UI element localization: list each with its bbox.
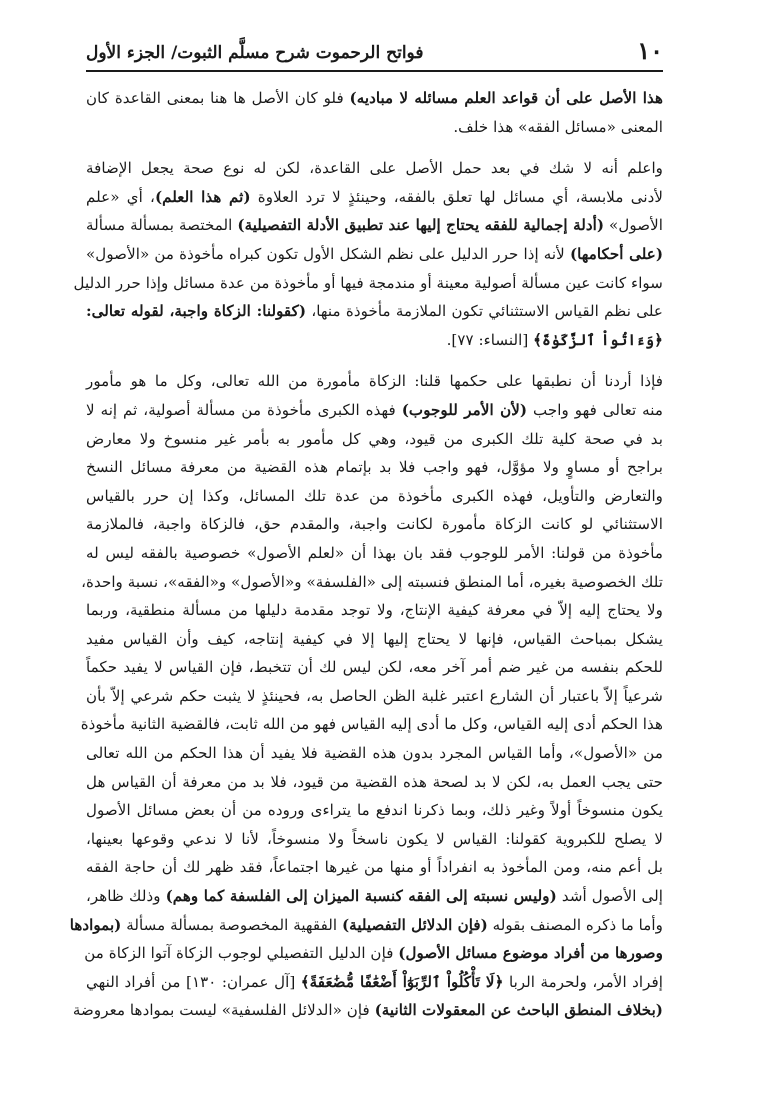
text-line: براجح أو مساوٍ ولا مؤوَّل، فهو واجب فلا بد بإتمام هذه القضية من معرفة مسائل النسخ (86, 458, 663, 477)
text-line: (بخلاف المنطق الباحث عن المعقولات الثانية) فإن «الدلائل الفلسفية» ليست بموادها معروضة (72, 1001, 663, 1020)
text-line: شرعياً إلاّ باعتبار أن الشارع اعتبر غلبة الظن الحاصل به، فحينئذٍ لا يثبت حكم شرعي إلاّ بأن (86, 686, 663, 705)
body-text (69, 84, 664, 1025)
page-number: ١٠ (637, 36, 663, 65)
text-line: وأما ما ذكره المصنف بقوله (فإن الدلائل التفصيلية) الفقهية المخصوصة بمسألة مسألة (بموادها (69, 915, 663, 934)
text-line: من «الأصول»، وأما القياس المجرد بدون هذه القضية فلا يفيد أن هذا الحكم من الله تعالى (86, 744, 663, 763)
text-line: يشكل بمباحث القياس، فإنها لا يحتاج إليها إلا في كيفية إنتاجه، كيف وأن القياس مفيد (86, 629, 663, 648)
text-line: بل أعم منه، ومن المأخوذ به انفراداً أو منها من غيرها اجتماعاً، فقد ظهر لك أن حاجة الفقه (86, 858, 663, 877)
text-line: منه تعالى فهو واجب (لأن الأمر للوجوب) فهذه الكبرى مأخوذة من مسألة أصولية، ثم إنه لا (86, 400, 663, 419)
text-line: مأخوذة من قولنا: الأمر للوجوب فقد بان بهذا أن «لعلم الأصول» خصوصية بالفقه ليس له (86, 543, 663, 562)
text-line: ﴿وَءَاتُواْ ٱلزَّكَوٰةَ﴾ [النساء: ٧٧]. (446, 330, 663, 349)
paragraph-gap (86, 141, 663, 154)
text-line: للحكم بنفسه من غير ضم أمر آخر معه، لكن ليس لك أن تتخبط، فإن القياس لا يفيد حكماً (86, 658, 663, 677)
text-line: الأصول» (أدلة إجمالية للفقه يحتاج إليها عند تطبيق الأدلة التفصيلية) المختصة بمسألة مسألة (86, 216, 664, 235)
text-line: هذا الحكم أدى إليه القياس، وكل ما أدى إليه القياس فهو من الله ثابت، فالقضية الثانية مأخوذة (80, 715, 663, 734)
text-line: بد في صحة كلية تلك الكبرى من قيود، وهي كل مأمور به بأمر غير منسوخ ولا معارض (86, 429, 663, 448)
text-line: تلك الخصوصية بغيره، أما المنطق فنسبته إلى «الفلسفة» و«الأصول» و«الفقه»، نسبة واحدة، (81, 572, 663, 591)
running-title: فواتح الرحموت شرح مسلَّم الثبوت/ الجزء الأول (86, 43, 424, 63)
text-line: الاستثنائي لو كانت الزكاة مأمورة لكانت واجبة، والمقدم حق، فالزكاة واجبة، فالملازمة (86, 515, 663, 534)
text-line: حتى يجب العمل به، لكن لا بد لصحة هذه القضية من قيود، فلا بد من معرفة أن القياس هل (86, 772, 663, 791)
page-header (86, 34, 663, 72)
text-line: إفراد الأمر، ولحرمة الربا ﴿لَا تَأْكُلُواْ ٱلرِّبَوٰٓاْ أَضْعَٰفًا مُّضَٰعَفَةً﴾ [آل عمران: ١٣٠] من أفراد النهي (86, 972, 663, 991)
text-line: المعنى «مسائل الفقه» هذا خلف. (453, 117, 663, 136)
text-line: (على أحكامها) لأنه إذا حرر الدليل على نظم الشكل الأول تكون كبراه مأخوذة من «الأصول» (86, 244, 664, 263)
text-line: هذا الأصل على أن قواعد العلم مسائله لا مباديه) فلو كان الأصل ها هنا بمعنى القاعدة كان (86, 89, 663, 107)
text-line: وصورها من أفراد موضوع مسائل الأصول) فإن الدليل التفصيلي لوجوب الزكاة آتوا الزكاة من (84, 944, 663, 963)
paragraph-gap (86, 354, 663, 367)
text-line: سواء كانت عين مسألة أصولية معينة أو مندمجة فيها أو مأخوذة من عدة مسائل وإذا حرر الدليل (73, 273, 663, 292)
text-line: يكون منسوخاً أولاً وغير ذلك، وبما ذكرنا اندفع ما يتراءى وروده من أن بعض مسائل الأصول (86, 801, 663, 820)
text-line: فإذا أردنا أن نطبقها على حكمها قلنا: الزكاة مأمورة من الله تعالى، وكل ما هو مأمور (86, 372, 663, 391)
text-line: إلى الأصول أشد (وليس نسبته إلى الفقه كنسبة الميزان إلى الفلسفة كما وهم) وذلك ظاهر، (86, 887, 663, 906)
text-line: ولا يحتاج إليه إلاّ في معرفة كيفية الإنتاج، ولا توجد مقدمة دليلها من مسألة منطقية، وربما (86, 601, 663, 620)
text-line: لأدنى ملابسة، أي مسائل لها تعلق بالفقه، وحينئذٍ لا ترد العلاوة (ثم هذا العلم)، أي «علم (86, 187, 663, 206)
text-line: والتعارض والتأويل، فهذه الكبرى مأخوذة من عدة تلك المسائل، وكذا إن حرر بالقياس (86, 486, 663, 505)
text-line: لا يصلح للكبروية كقولنا: القياس لا يكون ناسخاً ولا منسوخاً، لأنا لا ندعي وقوعها بعينها، (86, 829, 663, 848)
text-line: واعلم أنه لا شك في بعد حمل الأصل على القاعدة، لكن له نوع صحة يجعل الإضافة (86, 159, 663, 178)
text-line: على نظم القياس الاستثنائي تكون الملازمة مأخوذة منها، (كقولنا: الزكاة واجبة، لقوله تعالى: (86, 302, 663, 321)
